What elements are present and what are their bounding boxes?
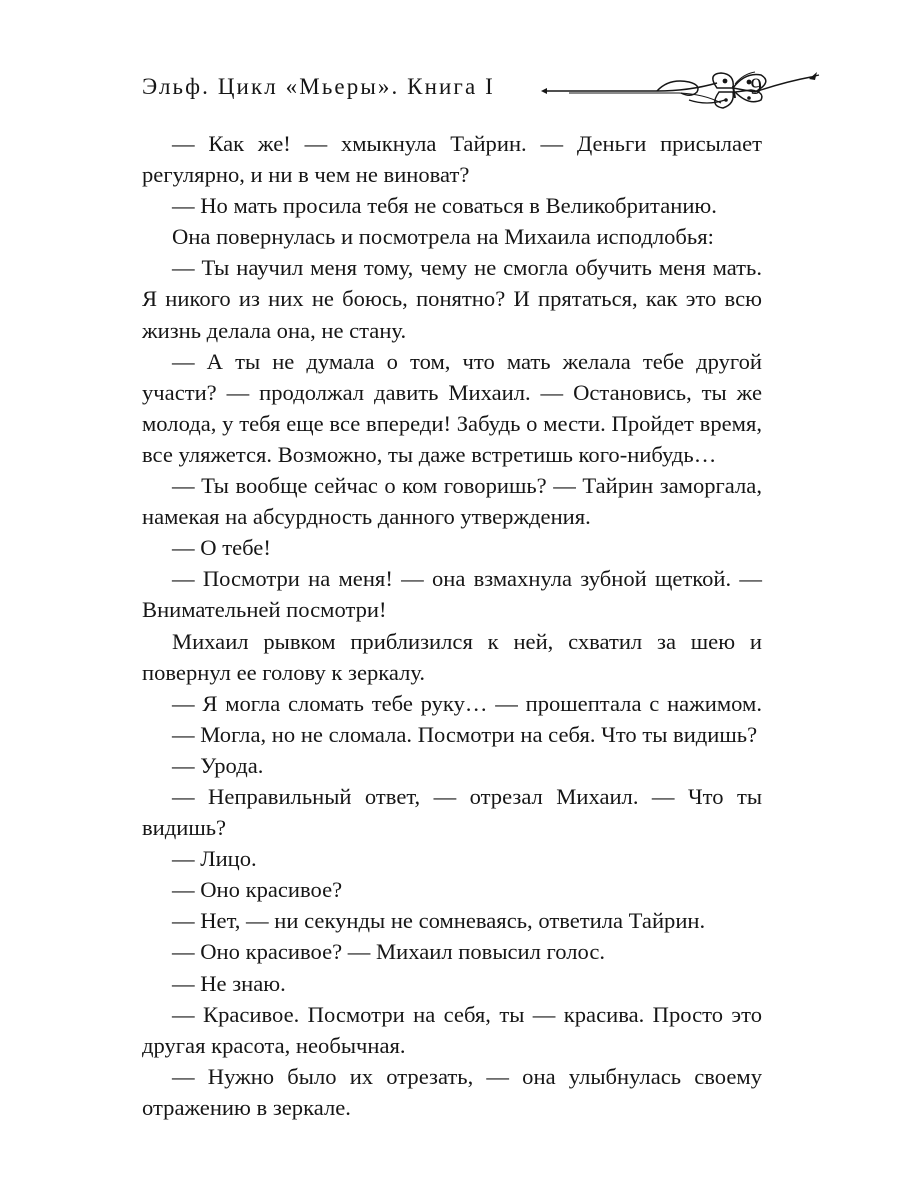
paragraph: — Неправильный ответ, — отрезал Михаил. — Что ты видишь? [142,783,762,841]
paragraph: — Оно красивое? — Михаил повысил голос. [172,939,606,965]
paragraph: — Нужно было их отрезать, — она улыбнулась своему отражению в зеркале. [142,1063,762,1120]
paragraph: — О тебе! [172,535,271,561]
paragraph: — Посмотри на меня! — она взмахнула зубной щеткой. — Внимательней посмотри! [142,566,762,623]
paragraph: — Я могла сломать тебе руку… — прошептала с нажимом. [172,690,762,716]
body-text [142,128,762,1123]
paragraph: Она повернулась и посмотрела на Михаила исподлобья: [172,224,714,250]
paragraph: — Урода. [172,752,264,778]
paragraph: — Ты вообще сейчас о ком говоришь? — Тайрин заморгала, намекая на абсурдность данного утверждения. [142,473,762,530]
paragraph: — Как же! — хмыкнула Тайрин. — Деньги присылает регулярно, и ни в чем не виноват? [142,131,762,188]
paragraph: Михаил рывком приблизился к ней, схватил за шею и повернул ее голову к зеркалу. [142,628,762,685]
paragraph: — Лицо. [172,846,257,872]
paragraph: — А ты не думала о том, что мать желала тебе другой участи? — продолжал давить Михаил. — Остановись, ты же молода, у тебя еще все впереди! Забудь о мести. Пройдет время, все уляжется. Возможно, ты даже встретишь кого-нибудь… [142,348,762,467]
butterfly-flourish-icon [539,70,859,110]
page-number: 9 [750,74,762,99]
paragraph: — Но мать просила тебя не соваться в Великобританию. [172,193,717,219]
running-title: Эльф. Цикл «Мьеры». Книга I [142,74,495,99]
paragraph: — Не знаю. [172,970,286,996]
paragraph: — Оно красивое? [172,877,343,903]
running-head [142,70,762,110]
paragraph: — Могла, но не сломала. Посмотри на себя. Что ты видишь? [172,721,758,747]
paragraph: — Ты научил меня тому, чему не смогла обучить меня мать. Я никого из них не боюсь, понятно? И прятаться, как это всю жизнь делала она, не стану. [142,255,762,343]
paragraph: — Нет, — ни секунды не сомневаясь, ответила Тайрин. [172,908,706,934]
paragraph: — Красивое. Посмотри на себя, ты — красива. Просто это другая красота, необычная. [142,1001,762,1058]
